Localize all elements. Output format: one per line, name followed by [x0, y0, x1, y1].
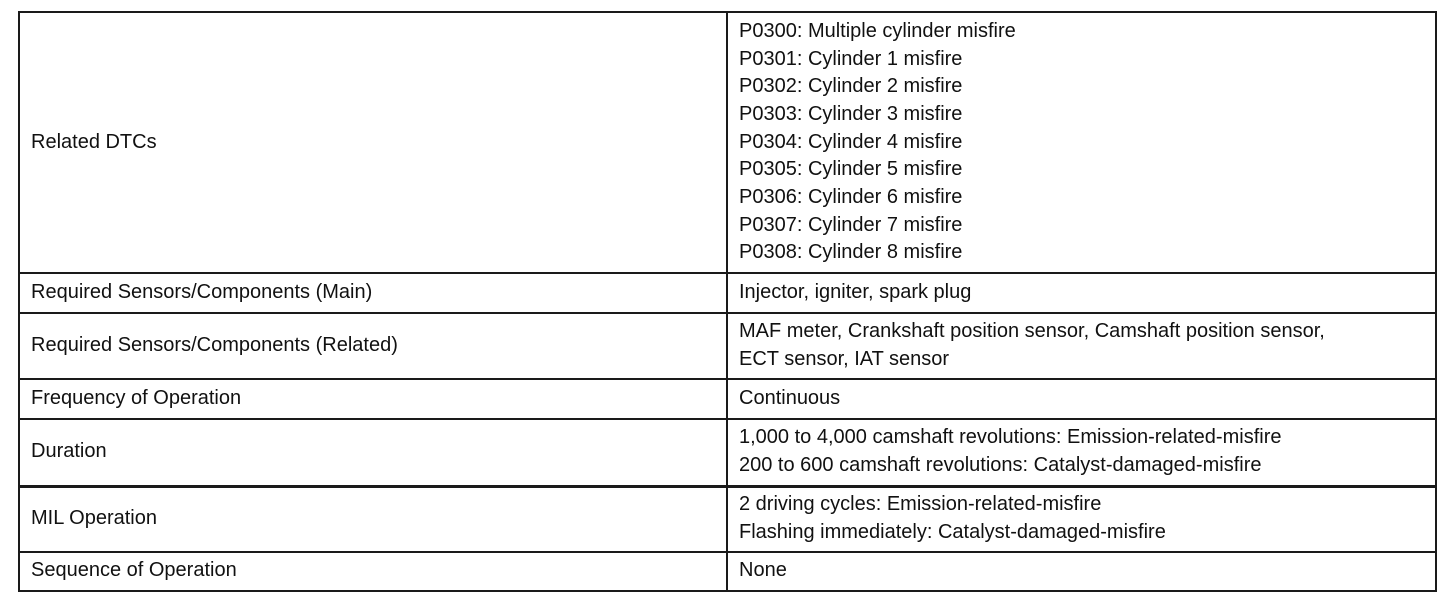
row-value: [727, 313, 1436, 379]
value-line: 1,000 to 4,000 camshaft revolutions: Emission-related-misfire: [739, 426, 1282, 449]
row-value: [727, 486, 1436, 552]
dtc-line: P0307: Cylinder 7 misfire: [739, 213, 963, 236]
value-line: Injector, igniter, spark plug: [739, 280, 972, 303]
row-label: Related DTCs: [19, 12, 727, 273]
table-row-main-components: [19, 273, 1436, 313]
dtc-line: P0308: Cylinder 8 misfire: [739, 241, 963, 264]
row-label: MIL Operation: [19, 486, 727, 552]
value-line: None: [739, 559, 787, 582]
row-value: [727, 12, 1436, 273]
dtc-line: P0306: Cylinder 6 misfire: [739, 186, 963, 209]
row-value: [727, 379, 1436, 419]
table-row-frequency: [19, 379, 1436, 419]
row-label: Required Sensors/Components (Main): [19, 273, 727, 313]
dtc-line: P0300: Multiple cylinder misfire: [739, 19, 1016, 42]
dtc-line: P0302: Cylinder 2 misfire: [739, 75, 963, 98]
table-row-mil-operation: [19, 486, 1436, 552]
row-value: [727, 273, 1436, 313]
monitor-spec-table: [18, 11, 1437, 592]
row-label: Duration: [19, 419, 727, 486]
dtc-line: P0305: Cylinder 5 misfire: [739, 158, 963, 181]
table-row-related-components: [19, 313, 1436, 379]
row-label: Frequency of Operation: [19, 379, 727, 419]
table-row-duration: [19, 419, 1436, 486]
value-line: Flashing immediately: Catalyst-damaged-misfire: [739, 520, 1166, 543]
table-row-related-dtcs: [19, 12, 1436, 273]
row-label: Sequence of Operation: [19, 552, 727, 591]
row-label: Required Sensors/Components (Related): [19, 313, 727, 379]
table-row-sequence: [19, 552, 1436, 591]
dtc-line: P0304: Cylinder 4 misfire: [739, 130, 963, 153]
value-line: 200 to 600 camshaft revolutions: Catalyst-damaged-misfire: [739, 453, 1262, 476]
dtc-line: P0303: Cylinder 3 misfire: [739, 102, 963, 125]
row-value: [727, 419, 1436, 486]
row-value: [727, 552, 1436, 591]
value-line: Continuous: [739, 386, 841, 409]
value-line: 2 driving cycles: Emission-related-misfire: [739, 493, 1102, 516]
value-line: MAF meter, Crankshaft position sensor, Camshaft position sensor,: [739, 319, 1325, 342]
value-line: ECT sensor, IAT sensor: [739, 347, 950, 370]
dtc-line: P0301: Cylinder 1 misfire: [739, 47, 963, 70]
